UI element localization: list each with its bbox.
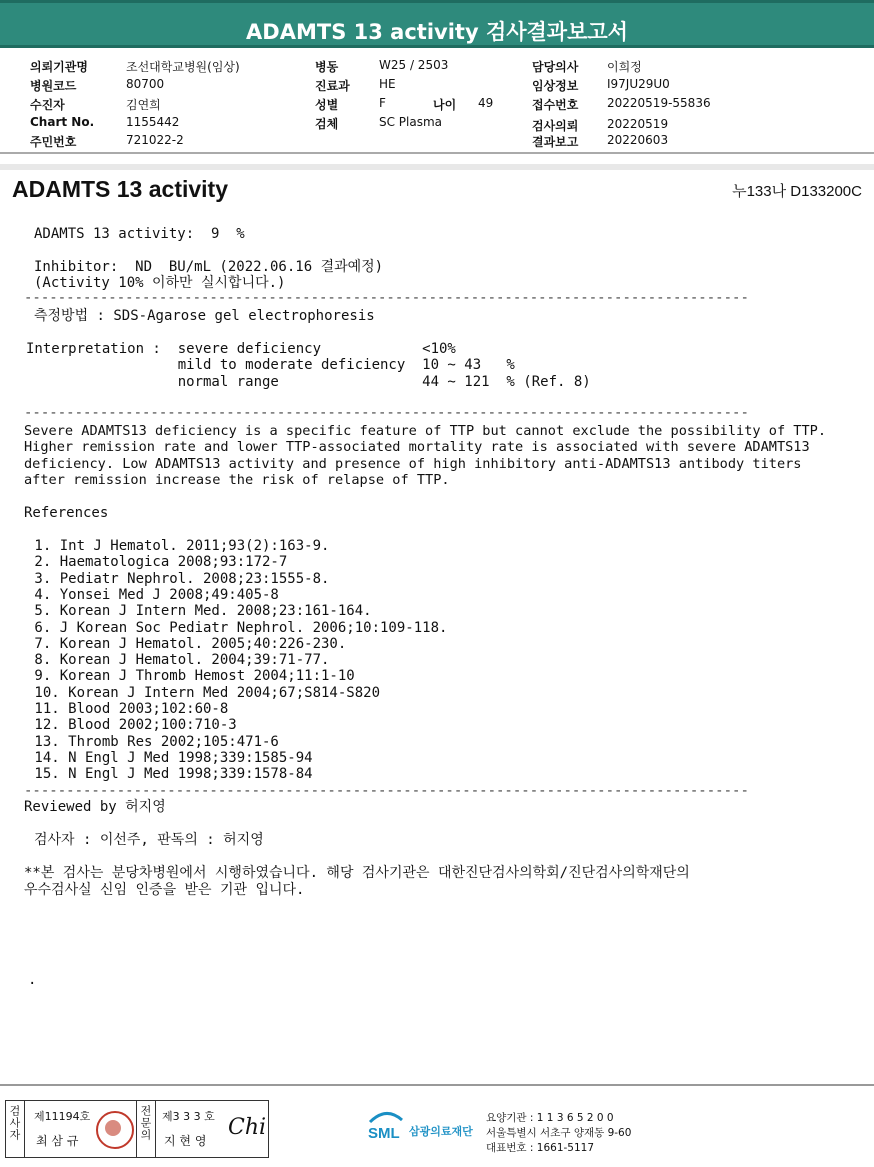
specialist-vertical-text: 전문의 <box>139 1105 152 1141</box>
info-left-field-label: 주민번호 <box>30 135 77 149</box>
info-right-field-value: 20220519-55836 <box>607 96 711 110</box>
info-mid-field-value: SC Plasma <box>379 115 443 129</box>
info-right-field-label: 검사의뢰 <box>532 119 579 133</box>
info-right-field-value: I97JU29U0 <box>607 77 670 91</box>
info-right-field-label: 접수번호 <box>532 98 579 112</box>
info-left-field-value: 80700 <box>126 77 165 91</box>
reference-item: 4. Yonsei Med J 2008;49:405-8 <box>26 586 279 603</box>
reference-item: 15. N Engl J Med 1998;339:1578-84 <box>26 766 313 783</box>
reference-item: 14. N Engl J Med 1998;339:1585-94 <box>26 749 313 766</box>
info-left-field-value: 조선대학교병원(임상) <box>126 60 240 74</box>
examiner-vertical-label <box>8 1105 22 1141</box>
reference-item: 7. Korean J Hematol. 2005;40:226-230. <box>26 635 347 652</box>
address: 서울특별시 서초구 양재동 9-60 <box>486 1127 632 1139</box>
reference-item: 12. Blood 2002;100:710-3 <box>26 717 237 734</box>
info-mid-field-value: F <box>379 96 386 110</box>
reference-item: 13. Thromb Res 2002;105:471-6 <box>26 733 279 750</box>
info-left-field-value: 721022-2 <box>126 133 184 147</box>
examiner-line: 검사자 : 이선주, 판독의 : 허지영 <box>34 832 264 848</box>
info-mid-field-value: W25 / 2503 <box>379 58 449 72</box>
method-line: 측정방법 : SDS-Agarose gel electrophoresis <box>34 308 375 324</box>
comment-line-3: deficiency. Low ADAMTS13 activity and presence of high inhibitory anti-ADAMTS13 antibody titers <box>24 456 802 472</box>
signature-image: Chi <box>228 1115 267 1140</box>
reference-item: 10. Korean J Intern Med 2004;67;S814-S820 <box>26 684 381 701</box>
info-mid-field-label: 병동 <box>315 60 339 74</box>
notice-line-1: **본 검사는 분당차병원에서 시행하였습니다. 해당 검사기관은 대한진단검사의학회/진단검사의학재단의 <box>24 865 690 881</box>
reviewed-by: Reviewed by 허지영 <box>24 799 166 815</box>
examiner-license-no: 제11194호 <box>34 1110 91 1123</box>
reference-item: 11. Blood 2003;102:60-8 <box>26 701 229 717</box>
comment-line-4: after remission increase the risk of relapse of TTP. <box>24 472 450 488</box>
reference-item: 8. Korean J Hematol. 2004;39:71-77. <box>26 652 330 669</box>
specialist-vertical-label <box>139 1105 153 1141</box>
info-left-field-value: 김연희 <box>126 98 161 112</box>
seal-icon <box>96 1111 134 1149</box>
phone: 대표번호 : 1661-5117 <box>486 1142 595 1154</box>
divider-band <box>0 164 874 170</box>
examiner-name: 최 삼 규 <box>36 1134 79 1148</box>
age-label: 나이 <box>433 98 457 112</box>
info-left-field-label: Chart No. <box>30 115 95 129</box>
org-name: 삼광의료재단 <box>409 1125 473 1138</box>
info-left-field-label: 의뢰기관명 <box>30 60 88 74</box>
info-left-field-value: 1155442 <box>126 115 180 129</box>
info-left-field-label: 병원코드 <box>30 79 77 93</box>
reference-item: 5. Korean J Intern Med. 2008;23:161-164. <box>26 603 372 620</box>
info-mid-field-value: HE <box>379 77 396 91</box>
info-mid-field-label: 성별 <box>315 98 339 112</box>
activity-result: ADAMTS 13 activity: 9 % <box>34 226 245 242</box>
info-left-field-label: 수진자 <box>30 98 65 112</box>
age-value: 49 <box>478 96 494 110</box>
info-right-field-value: 이희정 <box>607 60 642 74</box>
specialist-license-no: 제3 3 3 호 <box>162 1110 215 1123</box>
interpretation-line-2: mild to moderate deficiency 10 ~ 43 % <box>26 357 515 373</box>
comment-line-2: Higher remission rate and lower TTP-associated mortality rate is associated with severe ADAMTS13 <box>24 439 810 455</box>
specialist-name: 지 현 영 <box>164 1134 207 1148</box>
inhibitor-note: (Activity 10% 이하만 실시합니다.) <box>34 275 286 291</box>
notice-line-2: 우수검사실 신임 인증을 받은 기관 입니다. <box>24 882 305 898</box>
patient-info-panel <box>0 52 874 154</box>
svg-text:SML: SML <box>368 1125 400 1142</box>
footer <box>0 1084 874 1167</box>
interpretation-line-3: normal range 44 ~ 121 % (Ref. 8) <box>26 374 591 390</box>
divider-line: -------------------------------------------------------------------------------------- <box>24 405 749 421</box>
sml-logo <box>366 1108 406 1144</box>
reference-item: 2. Haematologica 2008;93:172-7 <box>26 554 288 571</box>
examiner-vertical-text: 검사자 <box>8 1105 21 1141</box>
info-right-field-label: 담당의사 <box>532 60 579 74</box>
info-mid-field-label: 진료과 <box>315 79 350 93</box>
reference-item: 1. Int J Hematol. 2011;93(2):163-9. <box>26 538 330 554</box>
inhibitor-result: Inhibitor: ND BU/mL (2022.06.16 결과예정) <box>34 259 384 275</box>
institution-code: 요양기관 : 1 1 3 6 5 2 0 0 <box>486 1112 614 1124</box>
interpretation-line-1: Interpretation : severe deficiency <10% <box>26 341 456 357</box>
test-heading: ADAMTS 13 activity <box>12 176 229 202</box>
references-heading: References <box>24 505 109 521</box>
report-title-bar <box>0 0 874 48</box>
report-title: ADAMTS 13 activity 검사결과보고서 <box>246 20 628 44</box>
test-code: 누133나 D133200C <box>732 183 862 200</box>
divider-line: -------------------------------------------------------------------------------------- <box>24 783 749 799</box>
info-mid-field-label: 검체 <box>315 117 339 131</box>
info-right-field-value: 20220519 <box>607 117 669 131</box>
signature-box <box>5 1100 269 1158</box>
comment-line-1: Severe ADAMTS13 deficiency is a specific feature of TTP but cannot exclude the possibility of TTP. <box>24 423 827 439</box>
info-right-field-value: 20220603 <box>607 133 669 147</box>
reference-item: 3. Pediatr Nephrol. 2008;23:1555-8. <box>26 570 330 587</box>
info-right-field-label: 임상정보 <box>532 79 579 93</box>
info-right-field-label: 결과보고 <box>532 135 579 149</box>
reference-item: 6. J Korean Soc Pediatr Nephrol. 2006;10:109-118. <box>26 619 448 636</box>
dot-mark: . <box>28 972 37 988</box>
reference-item: 9. Korean J Thromb Hemost 2004;11:1-10 <box>26 668 355 685</box>
divider-line: -------------------------------------------------------------------------------------- <box>24 290 749 306</box>
